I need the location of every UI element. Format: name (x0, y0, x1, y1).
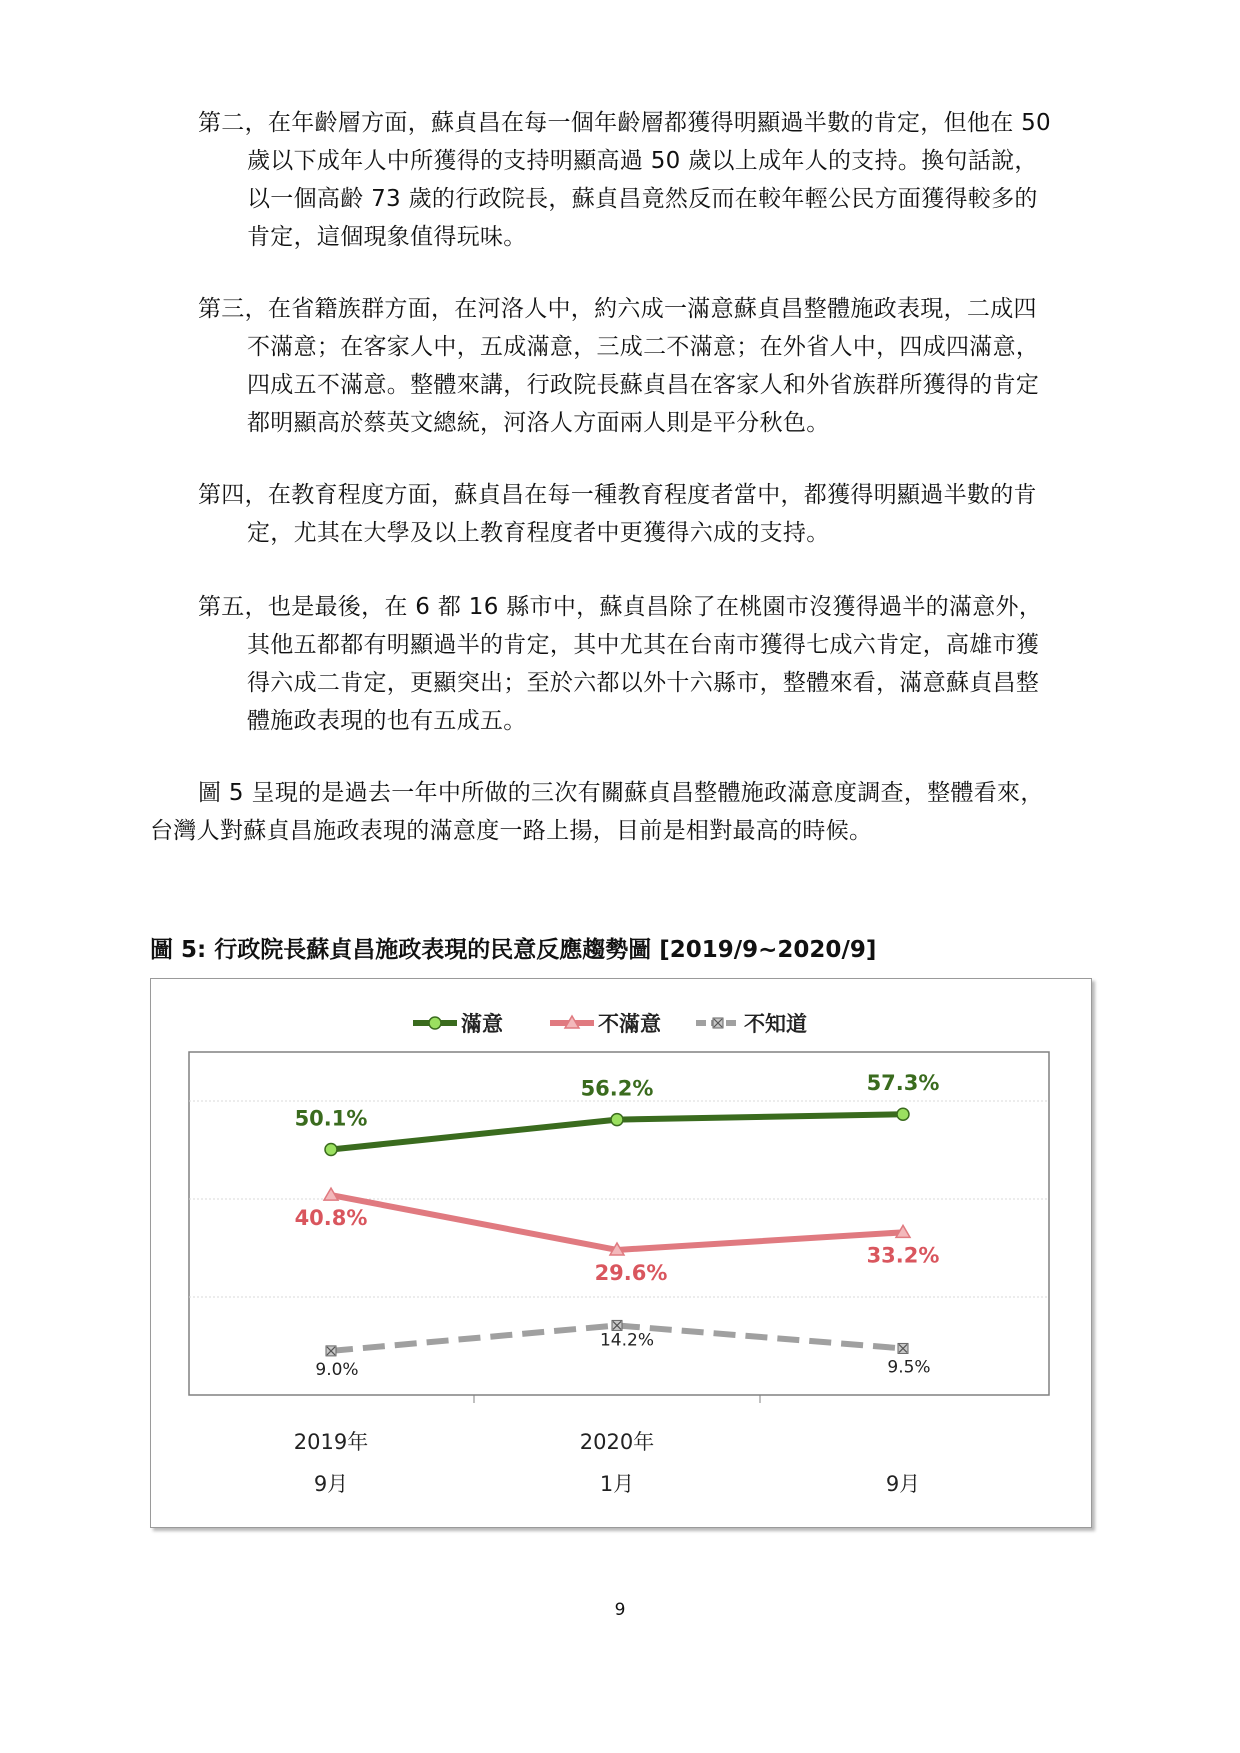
paragraph-line: 圖 5 呈現的是過去一年中所做的三次有關蘇貞昌整體施政滿意度調查，整體看來， (198, 780, 1044, 806)
legend-label: 滿意 (461, 1012, 503, 1036)
data-label: 9.0% (315, 1359, 359, 1380)
trend-line-chart (151, 979, 1091, 1527)
x-tick-label-month: 9月 (313, 1472, 349, 1496)
paragraph-line: 體施政表現的也有五成五。 (247, 708, 527, 734)
paragraph-line: 歲以下成年人中所獲得的支持明顯高過 50 歲以上成年人的支持。換句話說， (247, 148, 1038, 174)
paragraph-line: 台灣人對蘇貞昌施政表現的滿意度一路上揚，目前是相對最高的時候。 (150, 818, 873, 844)
chart-container (150, 978, 1092, 1528)
legend-label: 不滿意 (598, 1012, 661, 1036)
paragraph-line: 都明顯高於蔡英文總統，河洛人方面兩人則是平分秋色。 (247, 410, 830, 436)
paragraph-line: 四成五不滿意。整體來講，行政院長蘇貞昌在客家人和外省族群所獲得的肯定 (247, 372, 1040, 398)
figure-caption: 圖 5: 行政院長蘇貞昌施政表現的民意反應趨勢圖 [2019/9~2020/9] (150, 937, 877, 963)
paragraph-line: 第四，在教育程度方面，蘇貞昌在每一種教育程度者當中，都獲得明顯過半數的肯 (198, 482, 1037, 508)
x-tick-label-year: 2019年 (293, 1430, 369, 1454)
data-point-滿意 (897, 1108, 909, 1120)
paragraph-line: 其他五都都有明顯過半的肯定，其中尤其在台南市獲得七成六肯定，高雄市獲 (247, 632, 1040, 658)
legend-marker-滿意 (429, 1017, 441, 1029)
data-label: 33.2% (866, 1243, 940, 1268)
paragraph-line: 得六成二肯定，更顯突出；至於六都以外十六縣市，整體來看，滿意蘇貞昌整 (247, 670, 1040, 696)
legend-label: 不知道 (744, 1012, 807, 1036)
paragraph-line: 肯定，這個現象值得玩味。 (247, 224, 527, 250)
paragraph-line: 第二，在年齡層方面，蘇貞昌在每一個年齡層都獲得明顯過半數的肯定，但他在 50 (198, 110, 1051, 136)
paragraph-line: 以一個高齡 73 歲的行政院長，蘇貞昌竟然反而在較年輕公民方面獲得較多的 (247, 186, 1038, 212)
paragraph-line: 第五，也是最後，在 6 都 16 縣市中，蘇貞昌除了在桃園市沒獲得過半的滿意外， (198, 594, 1043, 620)
data-label: 57.3% (866, 1071, 940, 1096)
x-tick-label-year: 2020年 (579, 1430, 655, 1454)
page-number: 9 (614, 1600, 626, 1620)
paragraph-line: 不滿意；在客家人中，五成滿意，三成二不滿意；在外省人中，四成四滿意， (247, 334, 1040, 360)
paragraph-line: 定，尤其在大學及以上教育程度者中更獲得六成的支持。 (247, 520, 830, 546)
data-point-滿意 (611, 1114, 623, 1126)
data-label: 14.2% (599, 1330, 655, 1351)
data-label: 56.2% (580, 1076, 654, 1101)
x-tick-label-month: 1月 (599, 1472, 635, 1496)
paragraph-line: 第三，在省籍族群方面，在河洛人中，約六成一滿意蘇貞昌整體施政表現，二成四 (198, 296, 1037, 322)
data-label: 9.5% (887, 1357, 931, 1378)
data-label: 29.6% (594, 1260, 668, 1285)
data-label: 40.8% (294, 1206, 368, 1231)
data-label: 50.1% (294, 1106, 368, 1131)
x-tick-label-month: 9月 (885, 1472, 921, 1496)
data-point-滿意 (325, 1144, 337, 1156)
